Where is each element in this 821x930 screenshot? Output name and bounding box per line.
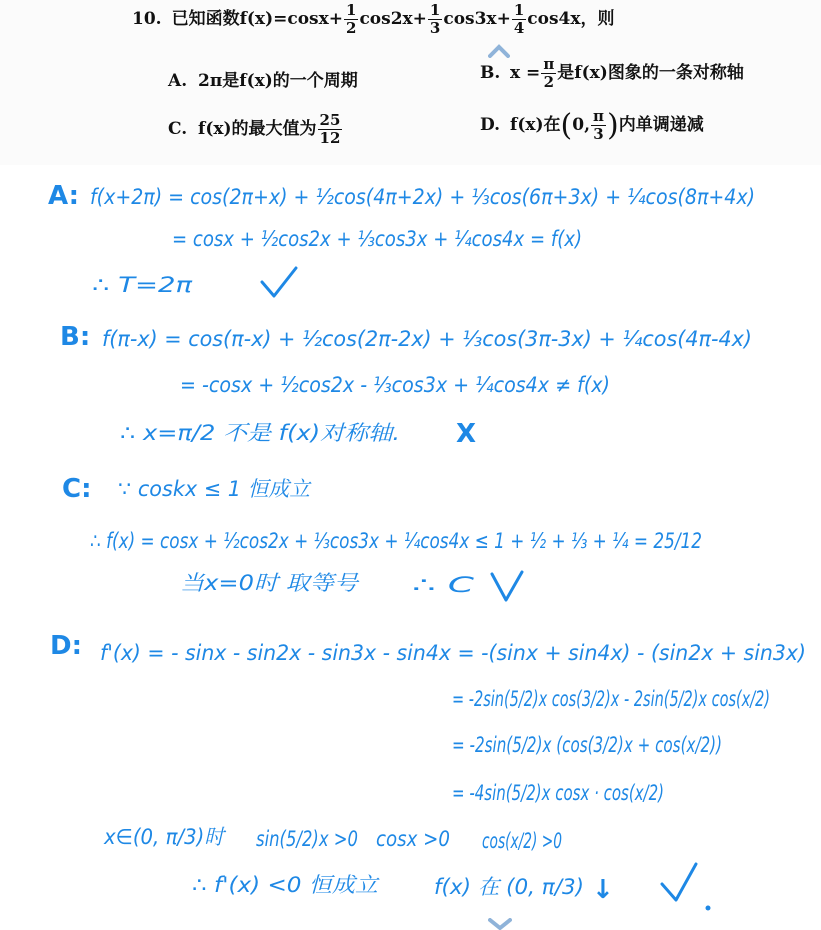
option-d-close: ) <box>607 108 619 143</box>
hw-b-line3: ∴ x=π/2 不是 f(x)对称轴. <box>120 421 400 445</box>
stem-term3: cos3x+ <box>443 9 511 29</box>
hw-c-label: C: <box>62 474 92 504</box>
hw-b-label: B: <box>60 322 91 352</box>
hw-d-line6a: ∴ f'(x) <0 恒成立 <box>192 873 381 897</box>
coef-quarter-den: 4 <box>513 19 525 37</box>
hw-d-line1: f'(x) = - sinx - sin2x - sin3x - sin4x = -(sinx + sin4x) - (sin2x + sin3x) <box>100 641 806 665</box>
hw-d-line5d: cos(x/2) >0 <box>482 829 562 853</box>
hw-b-mark: X <box>456 419 477 449</box>
hw-c-line1: ∵ coskx ≤ 1 恒成立 <box>118 477 312 501</box>
option-c-frac-den: 12 <box>319 129 341 147</box>
option-b-pre: x = <box>510 63 541 83</box>
option-b-frac-num: π <box>543 55 555 73</box>
coef-half-den: 2 <box>346 19 357 37</box>
option-c-tag: C. <box>168 119 188 139</box>
hw-d-line4: = -4sin(5/2)x cosx · cos(x/2) <box>452 781 664 805</box>
option-b-frac-den: 2 <box>543 73 555 91</box>
option-b-tag: B. <box>480 63 501 83</box>
hw-d-line3: = -2sin(5/2)x (cos(3/2)x + cos(x/2)) <box>452 733 722 757</box>
checkmark-icon <box>262 268 296 296</box>
chevron-down-icon[interactable] <box>488 918 512 930</box>
hw-a-line3: ∴ T=2π <box>92 273 193 297</box>
hw-d-line5a: x∈(0, π/3)时 <box>103 825 227 849</box>
coef-third-den: 3 <box>429 19 441 37</box>
hw-c-line2: ∴ f(x) = cosx + ½cos2x + ⅓cos3x + ¼cos4x ≤ 1 + ½ + ⅓ + ¼ = 25/12 <box>90 529 702 553</box>
coef-quarter-num: 1 <box>513 1 525 19</box>
option-d-tag: D. <box>480 115 501 135</box>
hw-c-line3: 当x=0时 取等号 <box>180 571 361 595</box>
hw-b-line2: = -cosx + ½cos2x - ⅓cos3x + ¼cos4x ≠ f(x) <box>180 373 610 397</box>
option-d-inner: 0, <box>572 115 591 135</box>
stem-term4: cos4x，则 <box>527 9 615 29</box>
checkmark-icon <box>492 572 522 600</box>
hw-b-line1: f(π-x) = cos(π-x) + ½cos(2π-2x) + ⅓cos(3π-3x) + ¼cos(4π-4x) <box>102 327 752 351</box>
dot-mark <box>706 906 711 911</box>
stem-pre: 已知函数 <box>171 9 240 29</box>
hw-a-line2: = cosx + ½cos2x + ⅓cos3x + ¼cos4x = f(x) <box>172 227 582 251</box>
hw-d-line6b: f(x) 在 (0, π/3) <box>434 875 584 899</box>
hw-d-line6c: ↓ <box>592 875 614 905</box>
coef-half-num: 1 <box>346 1 357 19</box>
option-d-open: ( <box>560 108 573 143</box>
option-c-pre: f(x)的最大值为 <box>198 119 317 139</box>
stem-term2: cos2x+ <box>359 9 427 29</box>
hw-a-line1: f(x+2π) = cos(2π+x) + ½cos(4π+2x) + ⅓cos(6π+3x) + ¼cos(8π+4x) <box>90 185 755 209</box>
option-c-frac-num: 25 <box>319 111 341 129</box>
hw-d-line2: = -2sin(5/2)x cos(3/2)x - 2sin(5/2)x cos(x/2) <box>452 687 770 711</box>
checkmark-icon <box>662 864 696 900</box>
option-a-tag: A. <box>168 71 188 91</box>
hw-a-label: A: <box>48 181 80 211</box>
option-b-post: 是f(x)图象的一条对称轴 <box>557 63 744 83</box>
stem-expr: f(x)=cosx+ <box>239 9 343 29</box>
question-number: 10. <box>132 9 162 29</box>
hw-d-label: D: <box>50 631 82 661</box>
option-d-pre: f(x)在 <box>510 115 561 135</box>
option-d-frac-den: 3 <box>593 125 604 143</box>
option-d-post: 内单调递减 <box>618 115 704 135</box>
hw-c-line4: ∴ C <box>412 573 475 597</box>
option-d-frac-num: π <box>593 107 604 125</box>
option-a-text: 2π是f(x)的一个周期 <box>198 71 358 91</box>
coef-third-num: 1 <box>429 1 441 19</box>
hw-d-line5b: sin(5/2)x >0 <box>256 827 358 851</box>
hw-d-line5c: cosx >0 <box>376 827 450 851</box>
